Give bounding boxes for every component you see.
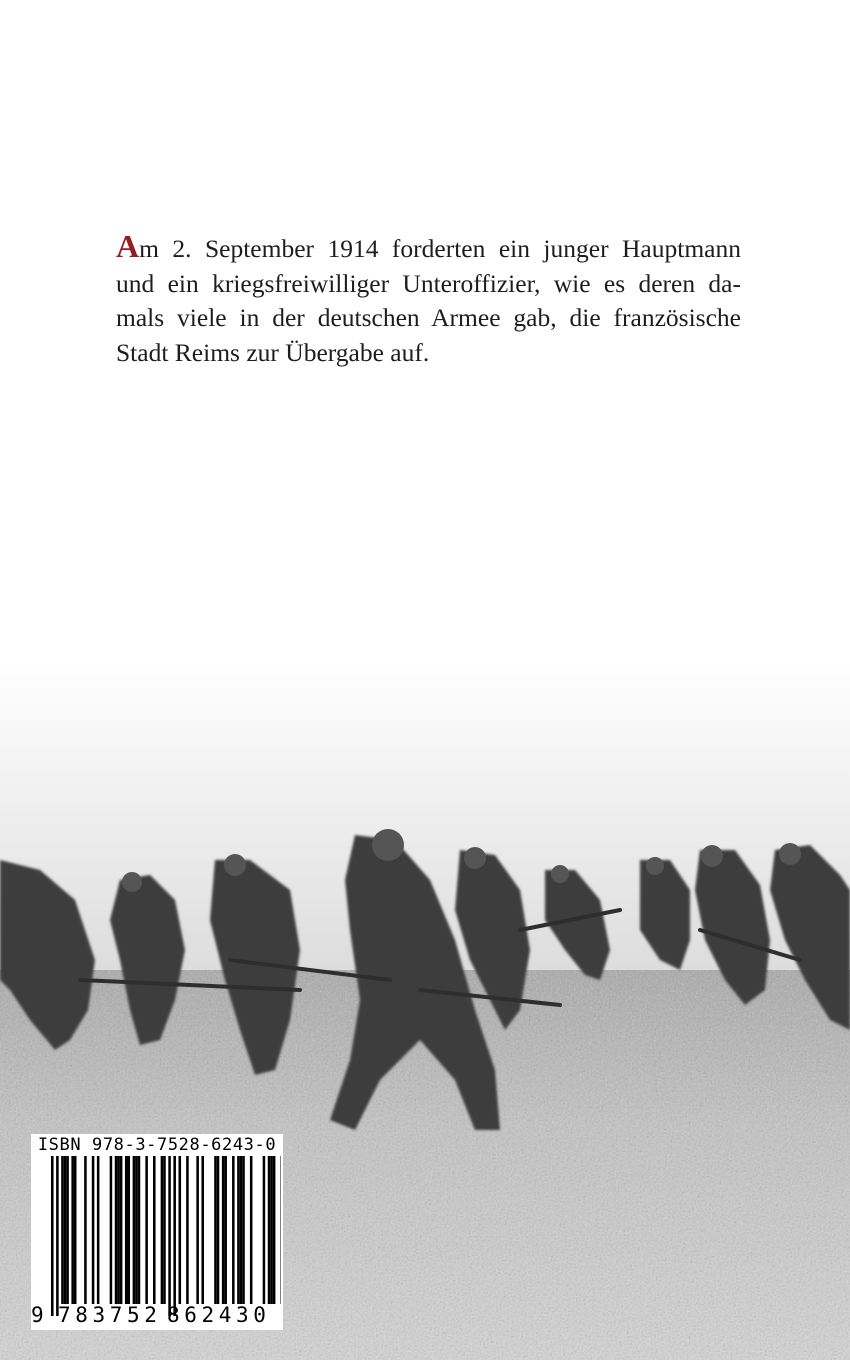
barcode-bar [273, 1156, 276, 1304]
barcode-bar [250, 1156, 253, 1304]
barcode-bar [196, 1156, 199, 1304]
barcode-bar [214, 1156, 217, 1304]
barcode-bar [66, 1156, 69, 1304]
barcode-bar [117, 1156, 120, 1304]
barcode-bar [120, 1156, 123, 1304]
barcode-bar [138, 1156, 141, 1304]
barcode-bar [217, 1156, 220, 1304]
barcode-bar [268, 1156, 271, 1304]
barcode-bar [270, 1156, 273, 1304]
barcode-bar [242, 1156, 245, 1304]
barcode-bar [71, 1156, 74, 1304]
ean-first-digit: 9 [31, 1303, 44, 1327]
barcode-bar [201, 1156, 204, 1304]
isbn-label: ISBN 978-3-7528-6243-0 [37, 1135, 277, 1155]
barcode-bar [222, 1156, 225, 1304]
blurb-line-1-text: m 2. September 1914 forderten ein junger Hauptmann [139, 234, 741, 263]
barcode-bar [263, 1156, 266, 1304]
back-cover-blurb [116, 230, 741, 370]
barcode-bar [161, 1156, 164, 1304]
barcode-bar [115, 1156, 118, 1304]
barcode-bar [110, 1156, 113, 1304]
barcode-bar [84, 1156, 87, 1304]
barcode-bar [56, 1156, 59, 1316]
barcode-bar [51, 1156, 54, 1316]
barcode-bars [33, 1156, 281, 1320]
barcode-bar [145, 1156, 148, 1304]
barcode-bar [281, 1156, 282, 1304]
isbn-barcode [31, 1134, 283, 1330]
barcode-bar [133, 1156, 136, 1304]
barcode-bar [240, 1156, 243, 1304]
barcode-bar [61, 1156, 64, 1304]
barcode-bar [232, 1156, 235, 1304]
ean-right-group: 862430 [167, 1303, 271, 1327]
barcode-bar [125, 1156, 128, 1304]
barcode-bar [179, 1156, 182, 1304]
barcode-bar [173, 1156, 176, 1316]
barcode-bar [128, 1156, 131, 1304]
barcode-bar [168, 1156, 171, 1316]
barcode-bar [74, 1156, 77, 1304]
barcode-bar [97, 1156, 100, 1304]
barcode-bar [224, 1156, 227, 1304]
drop-cap: A [116, 228, 140, 264]
blurb-line-2: und ein kriegsfreiwilliger Unteroffizier, wie es deren da- [116, 268, 741, 298]
barcode-bar [153, 1156, 156, 1304]
blurb-line-1 [116, 230, 741, 267]
barcode-bar [237, 1156, 240, 1304]
barcode-bar [135, 1156, 138, 1304]
barcode-bar [163, 1156, 166, 1304]
ean-left-group: 783752 [58, 1303, 162, 1327]
barcode-bar [64, 1156, 67, 1304]
ean-digits [31, 1303, 283, 1329]
barcode-bar [186, 1156, 189, 1304]
blurb-line-3: mals viele in der deutschen Armee gab, die französische [116, 303, 741, 332]
blurb-line-4: Stadt Reims zur Übergabe auf. [116, 337, 430, 367]
barcode-bar [92, 1156, 95, 1304]
